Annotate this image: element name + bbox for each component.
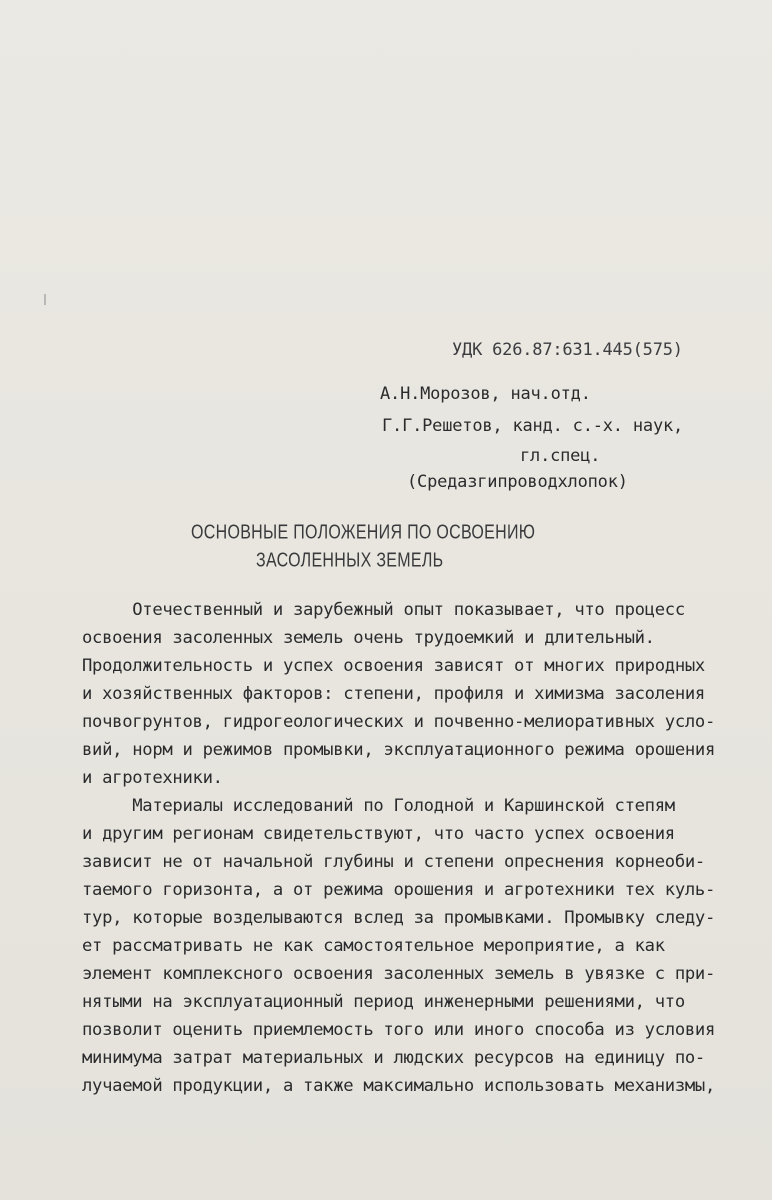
body-line: элемент комплексного освоения засоленных земель в увязке с при-	[82, 964, 716, 984]
body-line: позволит оценить приемлемость того или иного способа из условия	[82, 1020, 716, 1040]
author-line-1: А.Н.Морозов, нач.отд.	[380, 384, 591, 404]
body-line: минимума затрат материальных и людских ресурсов на единицу по-	[82, 1048, 705, 1068]
body-line: и хозяйственных факторов: степени, профиля и химизма засоления	[82, 684, 705, 704]
author-line-2: Г.Г.Решетов, канд. с.-х. наук,	[382, 416, 684, 436]
author-affiliation: (Средазгипроводхлопок)	[407, 472, 628, 492]
body-line: Материалы исследований по Голодной и Каршинской степям	[82, 796, 675, 816]
body-line: таемого горизонта, а от режима орошения и агротехники тех куль-	[82, 880, 716, 900]
body-line: зависит не от начальной глубины и степени опреснения корнеоби-	[82, 852, 705, 872]
body-line: освоения засоленных земель очень трудоемкий и длительный.	[82, 628, 655, 648]
body-line: Продолжительность и успех освоения зависят от многих природных	[82, 656, 705, 676]
margin-mark	[44, 294, 46, 305]
body-line: лучаемой продукции, а также максимально использовать механизмы,	[82, 1076, 716, 1096]
body-line: и агротехники.	[82, 768, 223, 788]
udc-code: УДК 626.87:631.445(575)	[452, 340, 683, 360]
body-line: тур, которые возделываются вслед за промывками. Промывку следу-	[82, 908, 716, 928]
body-line: вий, норм и режимов промывки, эксплуатационного режима орошения	[82, 740, 716, 760]
body-line: нятыми на эксплуатационный период инженерными решениями, что	[82, 992, 685, 1012]
author-line-3: гл.спец.	[520, 446, 601, 466]
title-line-1: ОСНОВНЫЕ ПОЛОЖЕНИЯ ПО ОСВОЕНИЮ	[191, 522, 536, 544]
body-line: Отечественный и зарубежный опыт показывает, что процесс	[82, 600, 685, 620]
body-line: почвогрунтов, гидрогеологических и почвенно-мелиоративных усло-	[82, 712, 716, 732]
body-line: ет рассматривать не как самостоятельное мероприятие, а как	[82, 936, 665, 956]
body-line: и другим регионам свидетельствуют, что часто успех освоения	[82, 824, 675, 844]
title-line-2: ЗАСОЛЕННЫХ ЗЕМЕЛЬ	[256, 550, 444, 572]
